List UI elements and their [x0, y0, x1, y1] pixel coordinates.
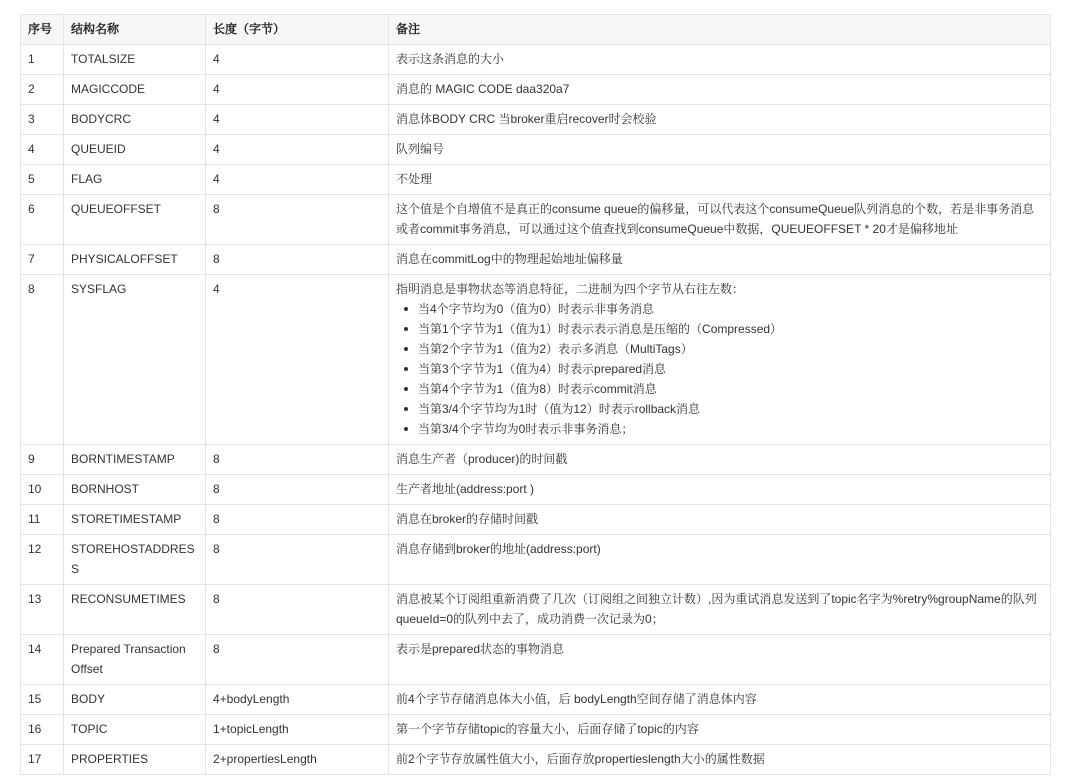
cell-name	[64, 195, 206, 245]
cell-no	[21, 635, 64, 685]
cell-length	[206, 585, 389, 635]
table-body	[21, 45, 1051, 775]
cell-no	[21, 135, 64, 165]
cell-length	[206, 745, 389, 775]
cell-length-text: 8	[213, 542, 220, 556]
cell-length-text: 8	[213, 452, 220, 466]
header-length: 长度（字节）	[206, 15, 389, 45]
cell-length	[206, 475, 389, 505]
cell-length-text: 2+propertiesLength	[213, 752, 317, 766]
cell-no	[21, 475, 64, 505]
cell-note	[389, 105, 1051, 135]
cell-length-text: 4	[213, 82, 220, 96]
cell-note-text: 表示这条消息的大小	[396, 52, 505, 66]
cell-note-text: 表示是prepared状态的事物消息	[396, 642, 565, 656]
cell-note	[389, 745, 1051, 775]
cell-note-text: 前2个字节存放属性值大小，后面存放propertieslength大小的属性数据	[396, 752, 765, 766]
cell-length-text: 1+topicLength	[213, 722, 289, 736]
table-row	[21, 715, 1051, 745]
cell-name	[64, 585, 206, 635]
cell-length	[206, 195, 389, 245]
cell-length	[206, 535, 389, 585]
cell-note	[389, 195, 1051, 245]
cell-no	[21, 535, 64, 585]
cell-note-text: 消息被某个订阅组重新消费了几次（订阅组之间独立计数）,因为重试消息发送到了topic名字为%retry%groupName的队列queueId=0的队列中去了，成功消费一次记录为0；	[396, 592, 1037, 626]
cell-name	[64, 715, 206, 745]
cell-length	[206, 135, 389, 165]
cell-length	[206, 275, 389, 445]
message-structure-table-container	[20, 14, 1050, 775]
cell-name	[64, 685, 206, 715]
cell-note	[389, 475, 1051, 505]
cell-name	[64, 45, 206, 75]
cell-no	[21, 445, 64, 475]
cell-no-text: 7	[28, 252, 35, 266]
cell-no-text: 3	[28, 112, 35, 126]
cell-name	[64, 105, 206, 135]
cell-no-text: 15	[28, 692, 42, 706]
cell-note-text: 消息在commitLog中的物理起始地址偏移量	[396, 252, 623, 266]
table-row	[21, 195, 1051, 245]
table-row	[21, 275, 1051, 445]
cell-length-text: 4	[213, 282, 220, 296]
note-bullet-item: 当第3个字节为1（值为4）时表示prepared消息	[418, 359, 1043, 379]
cell-length	[206, 105, 389, 135]
cell-note	[389, 275, 1051, 445]
cell-no	[21, 45, 64, 75]
cell-note-text: 消息体BODY CRC 当broker重启recover时会校验	[396, 112, 657, 126]
cell-name	[64, 75, 206, 105]
cell-length	[206, 635, 389, 685]
cell-name-text: SYSFLAG	[71, 282, 127, 296]
cell-no	[21, 505, 64, 535]
cell-no	[21, 745, 64, 775]
cell-name-text: RECONSUMETIMES	[71, 592, 186, 606]
cell-length-text: 8	[213, 642, 220, 656]
cell-length	[206, 685, 389, 715]
cell-length-text: 8	[213, 252, 220, 266]
table-row	[21, 475, 1051, 505]
header-name: 结构名称	[64, 15, 206, 45]
table-row	[21, 45, 1051, 75]
cell-no-text: 5	[28, 172, 35, 186]
cell-note-text: 消息生产者（producer)的时间戳	[396, 452, 568, 466]
cell-no	[21, 195, 64, 245]
cell-no	[21, 585, 64, 635]
cell-note-text: 指明消息是事物状态等消息特征，二进制为四个字节从右往左数：	[396, 282, 745, 296]
note-bullet-item: 当第2个字节为1（值为2）表示多消息（MultiTags）	[418, 339, 1043, 359]
cell-length-text: 8	[213, 512, 220, 526]
cell-no-text: 13	[28, 592, 42, 606]
cell-no-text: 9	[28, 452, 35, 466]
note-bullet-item: 当第3/4个字节均为1时（值为12）时表示rollback消息	[418, 399, 1043, 419]
cell-name-text: TOTALSIZE	[71, 52, 136, 66]
cell-name-text: BORNTIMESTAMP	[71, 452, 175, 466]
cell-no	[21, 245, 64, 275]
cell-note-text: 第一个字节存储topic的容量大小，后面存储了topic的内容	[396, 722, 699, 736]
cell-no-text: 4	[28, 142, 35, 156]
cell-no-text: 2	[28, 82, 35, 96]
cell-no	[21, 275, 64, 445]
header-no: 序号	[21, 15, 64, 45]
cell-no-text: 12	[28, 542, 42, 556]
cell-note-text: 队列编号	[396, 142, 445, 156]
table-row	[21, 585, 1051, 635]
cell-name	[64, 275, 206, 445]
cell-note	[389, 445, 1051, 475]
cell-note-text: 不处理	[396, 172, 433, 186]
cell-no-text: 1	[28, 52, 35, 66]
cell-note	[389, 635, 1051, 685]
table-row	[21, 135, 1051, 165]
cell-length-text: 8	[213, 482, 220, 496]
cell-length	[206, 75, 389, 105]
cell-name-text: FLAG	[71, 172, 103, 186]
table-row	[21, 685, 1051, 715]
cell-name	[64, 745, 206, 775]
cell-name	[64, 245, 206, 275]
cell-length	[206, 505, 389, 535]
cell-note	[389, 715, 1051, 745]
cell-no	[21, 165, 64, 195]
cell-note	[389, 245, 1051, 275]
cell-note	[389, 75, 1051, 105]
cell-note	[389, 505, 1051, 535]
cell-length	[206, 245, 389, 275]
table-row	[21, 445, 1051, 475]
cell-no	[21, 75, 64, 105]
cell-no-text: 8	[28, 282, 35, 296]
cell-note-text: 消息的 MAGIC CODE daa320a7	[396, 82, 570, 96]
table-row	[21, 105, 1051, 135]
table-row	[21, 535, 1051, 585]
cell-note	[389, 535, 1051, 585]
cell-note	[389, 45, 1051, 75]
cell-name-text: BORNHOST	[71, 482, 140, 496]
cell-length-text: 4+bodyLength	[213, 692, 290, 706]
note-bullet-list	[396, 299, 1043, 439]
cell-length	[206, 165, 389, 195]
cell-name-text: PHYSICALOFFSET	[71, 252, 178, 266]
cell-no-text: 10	[28, 482, 42, 496]
cell-name-text: PROPERTIES	[71, 752, 149, 766]
cell-no-text: 6	[28, 202, 35, 216]
cell-name-text: MAGICCODE	[71, 82, 146, 96]
cell-note-text: 消息存储到broker的地址(address:port)	[396, 542, 601, 556]
cell-no-text: 11	[28, 512, 41, 526]
cell-length-text: 4	[213, 112, 220, 126]
table-row	[21, 745, 1051, 775]
cell-name	[64, 475, 206, 505]
table-row	[21, 245, 1051, 275]
note-bullet-item: 当第1个字节为1（值为1）时表示表示消息是压缩的（Compressed）	[418, 319, 1043, 339]
cell-no-text: 14	[28, 642, 42, 656]
cell-name	[64, 535, 206, 585]
table-row	[21, 635, 1051, 685]
table-row	[21, 165, 1051, 195]
cell-note	[389, 585, 1051, 635]
cell-length	[206, 445, 389, 475]
cell-note	[389, 135, 1051, 165]
note-bullet-item: 当第3/4个字节均为0时表示非事务消息；	[418, 419, 1043, 439]
message-structure-table	[20, 14, 1051, 775]
cell-note-text: 前4个字节存储消息体大小值，后 bodyLength空间存储了消息体内容	[396, 692, 757, 706]
cell-name-text: BODY	[71, 692, 106, 706]
cell-length-text: 4	[213, 172, 220, 186]
table-row	[21, 505, 1051, 535]
cell-no	[21, 685, 64, 715]
cell-name	[64, 635, 206, 685]
note-bullet-item: 当4个字节均为0（值为0）时表示非事务消息	[418, 299, 1043, 319]
note-bullet-item: 当第4个字节为1（值为8）时表示commit消息	[418, 379, 1043, 399]
cell-note-text: 消息在broker的存储时间戳	[396, 512, 539, 526]
cell-length-text: 8	[213, 592, 220, 606]
cell-name-text: TOPIC	[71, 722, 108, 736]
table-header-row	[21, 15, 1051, 45]
cell-name	[64, 135, 206, 165]
cell-length	[206, 715, 389, 745]
cell-length-text: 4	[213, 142, 220, 156]
cell-length-text: 8	[213, 202, 220, 216]
cell-name-text: Prepared Transaction Offset	[71, 642, 186, 676]
table-row	[21, 75, 1051, 105]
cell-name	[64, 165, 206, 195]
cell-name-text: QUEUEID	[71, 142, 126, 156]
cell-name-text: QUEUEOFFSET	[71, 202, 162, 216]
cell-length	[206, 45, 389, 75]
cell-no-text: 17	[28, 752, 42, 766]
cell-note	[389, 685, 1051, 715]
cell-note	[389, 165, 1051, 195]
cell-note-text: 生产者地址(address:port )	[396, 482, 535, 496]
cell-name	[64, 505, 206, 535]
cell-name-text: STOREHOSTADDRESS	[71, 542, 195, 576]
cell-no	[21, 715, 64, 745]
cell-name-text: BODYCRC	[71, 112, 132, 126]
cell-no	[21, 105, 64, 135]
cell-no-text: 16	[28, 722, 42, 736]
cell-length-text: 4	[213, 52, 220, 66]
cell-name	[64, 445, 206, 475]
cell-name-text: STORETIMESTAMP	[71, 512, 182, 526]
header-note: 备注	[389, 15, 1051, 45]
cell-note-text: 这个值是个自增值不是真正的consume queue的偏移量，可以代表这个consumeQueue队列消息的个数，若是非事务消息或者commit事务消息，可以通过这个值查找到consumeQueue中数据，QUEUEOFFSET * 20才是偏移地址	[396, 202, 1035, 236]
